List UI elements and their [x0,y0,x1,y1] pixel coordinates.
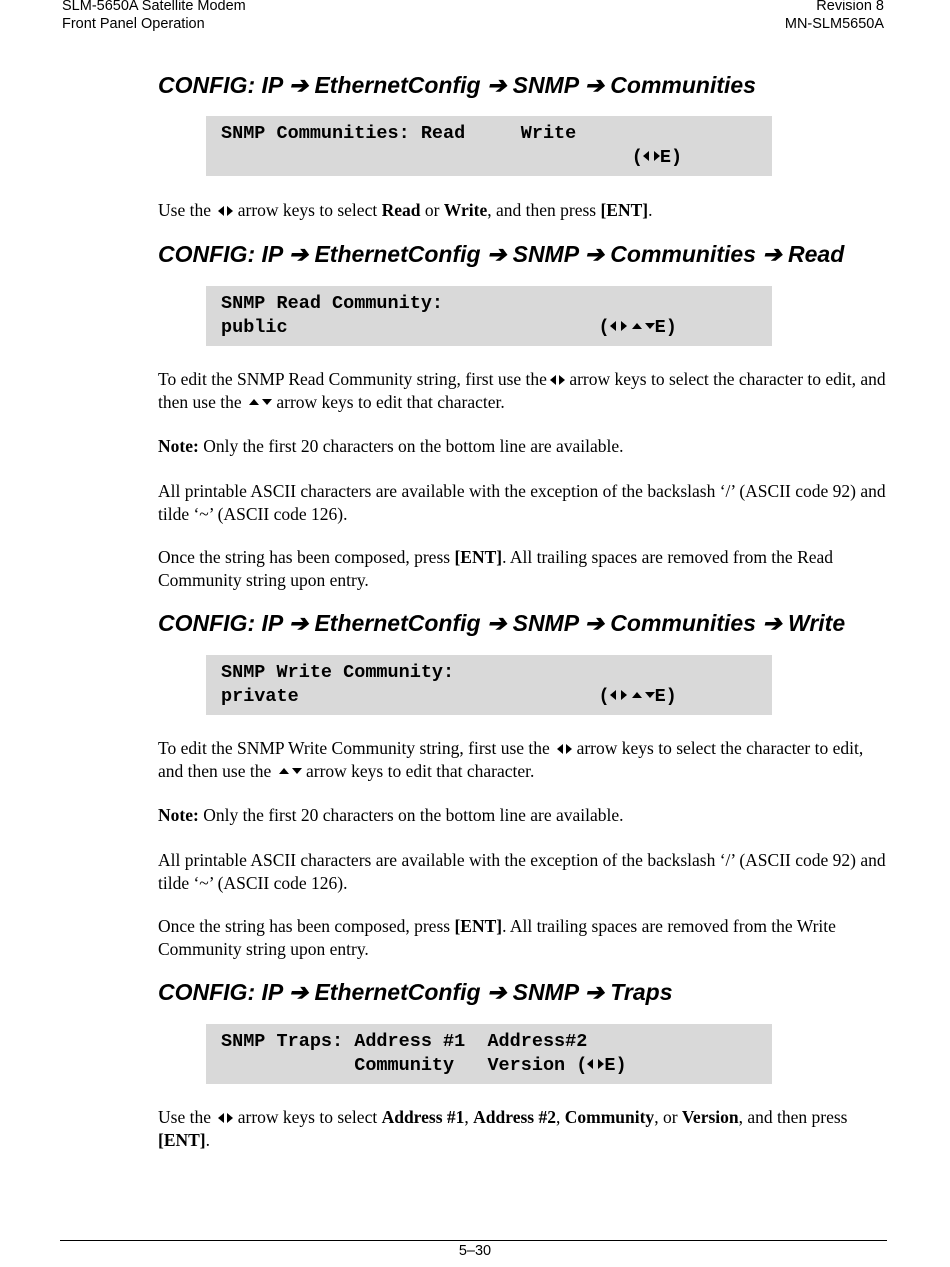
right-arrow-icon [566,744,572,754]
lcd-display-write [206,655,772,715]
left-arrow-icon [587,1059,593,1069]
section-title-traps: CONFIG: IP ➔ EthernetConfig ➔ SNMP ➔ Traps [158,979,673,1005]
left-arrow-icon [550,375,556,385]
lcd-line-2: private ( E) [221,686,677,707]
write-note: Note: Only the first 20 characters on the bottom line are available. [158,805,624,825]
right-arrow-icon [621,321,627,331]
arrow-icon: ➔ [288,979,309,1005]
right-arrow-icon [654,151,660,161]
lcd-line-1: SNMP Write Community: [221,662,455,683]
lcd-display-traps [206,1024,772,1084]
up-arrow-icon [632,323,642,329]
right-arrow-icon [227,1113,233,1123]
arrow-icon: ➔ [486,72,507,98]
left-arrow-icon [610,690,616,700]
write-compose-info: Once the string has been composed, press [ENT]. All trailing spaces are removed from the Write Community string upon entry. [158,916,836,959]
lcd-line-2: ( E) [631,147,683,168]
page-number: 5–30 [458,1243,492,1259]
page-header-right [785,0,884,33]
write-edit-instructions: To edit the SNMP Write Community string, first use the arrow keys to select the character to edit, and then use the arrow keys to edit that character. [158,738,864,781]
down-arrow-icon [262,399,272,405]
arrow-icon: ➔ [288,241,309,267]
footer-rule [60,1240,887,1241]
section-title-write: CONFIG: IP ➔ EthernetConfig ➔ SNMP ➔ Communities ➔ Write [158,610,846,636]
traps-instructions: Use the arrow keys to select Address #1, Address #2, Community, or Version, and then press [ENT]. [158,1107,848,1150]
read-community-value: public [221,317,288,338]
lcd-display-read [206,286,772,346]
section-title-read: CONFIG: IP ➔ EthernetConfig ➔ SNMP ➔ Communities ➔ Read [158,241,845,267]
read-note: Note: Only the first 20 characters on the bottom line are available. [158,436,624,456]
left-arrow-icon [218,1113,224,1123]
doc-revision: Revision 8 [816,0,884,14]
lcd-line-1: SNMP Traps: Address #1 Address#2 [221,1031,588,1052]
arrow-icon: ➔ [288,610,309,636]
left-arrow-icon [643,151,649,161]
up-arrow-icon [249,399,259,405]
right-arrow-icon [621,690,627,700]
read-ascii-info: All printable ASCII characters are available with the exception of the backslash ‘/’ (ASCII code 92) and tilde ‘~’ (ASCII code 126). [158,481,886,524]
write-ascii-info: All printable ASCII characters are available with the exception of the backslash ‘/’ (ASCII code 92) and tilde ‘~’ (ASCII code 126). [158,850,886,893]
arrow-icon: ➔ [762,610,782,636]
doc-chapter: Front Panel Operation [62,16,205,32]
arrow-icon: ➔ [584,979,604,1005]
communities-instructions: Use the arrow keys to select Read or Write, and then press [ENT]. [158,200,653,220]
read-edit-instructions: To edit the SNMP Read Community string, first use the arrow keys to select the character to edit, and then use the arrow keys to edit that character. [158,369,886,412]
arrow-icon: ➔ [584,72,604,98]
doc-number: MN-SLM5650A [784,16,884,32]
right-arrow-icon [559,375,565,385]
lcd-display-communities [206,116,772,176]
lcd-line-1: SNMP Read Community: [221,293,444,314]
left-arrow-icon [218,206,224,216]
arrow-icon: ➔ [584,610,604,636]
down-arrow-icon [292,768,302,774]
arrow-icon: ➔ [486,241,507,267]
read-compose-info: Once the string has been composed, press [ENT]. All trailing spaces are removed from the Read Community string upon entry. [158,547,834,590]
arrow-icon: ➔ [486,610,507,636]
down-arrow-icon [645,323,655,329]
up-arrow-icon [279,768,289,774]
arrow-icon: ➔ [288,72,309,98]
arrow-icon: ➔ [486,979,507,1005]
section-title-communities: CONFIG: IP ➔ EthernetConfig ➔ SNMP ➔ Communities [158,72,756,98]
right-arrow-icon [598,1059,604,1069]
write-community-value: private [221,686,299,707]
arrow-icon: ➔ [762,241,782,267]
lcd-line-2: Community Version ( E) [221,1055,627,1076]
doc-title: SLM-5650A Satellite Modem [62,0,246,14]
left-arrow-icon [557,744,563,754]
up-arrow-icon [632,692,642,698]
down-arrow-icon [645,692,655,698]
page-header-left [62,0,246,33]
arrow-icon: ➔ [584,241,604,267]
lcd-line-2: public ( E) [221,317,677,338]
right-arrow-icon [227,206,233,216]
lcd-line-1: SNMP Communities: Read Write [221,123,577,144]
left-arrow-icon [610,321,616,331]
